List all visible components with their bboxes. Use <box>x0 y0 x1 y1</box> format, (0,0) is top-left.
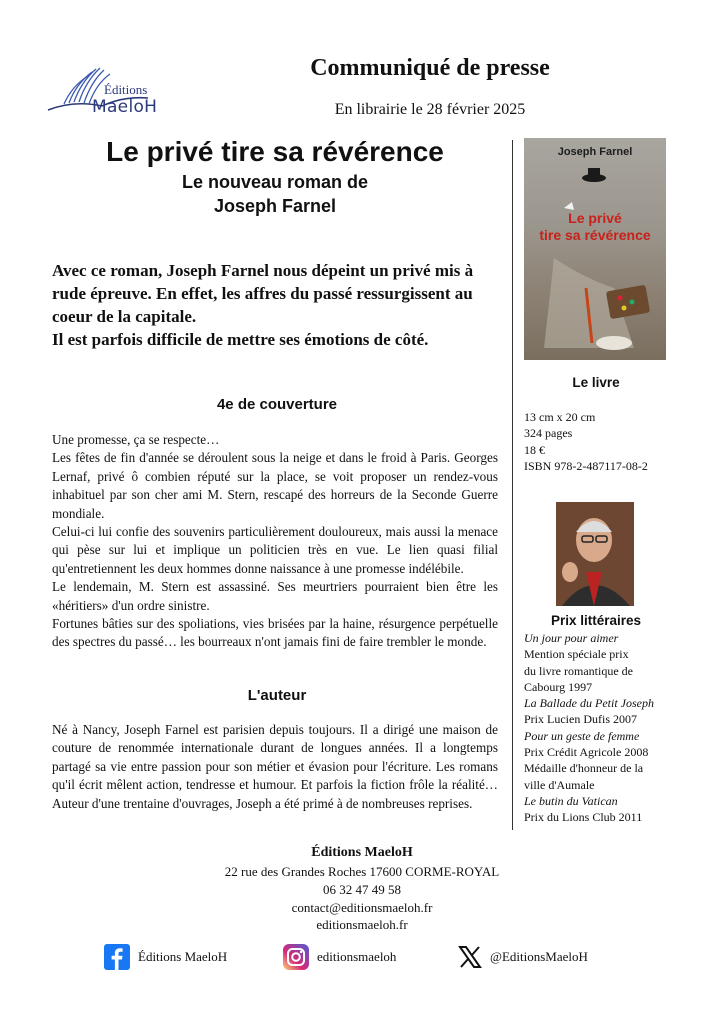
instagram-link[interactable] <box>283 944 396 970</box>
prize-item: Cabourg 1997 <box>524 679 593 694</box>
book-detail-item: 18 € <box>524 442 545 457</box>
page-title: Communiqué de presse <box>310 55 550 81</box>
book-subtitle <box>60 170 490 218</box>
x-icon <box>458 945 482 969</box>
facebook-link[interactable] <box>104 944 227 970</box>
prize-item: Mention spéciale prix <box>524 647 629 662</box>
back-cover-paragraph: Le lendemain, M. Stern est assassiné. Ses meurtriers pourraient bien être les «héritiers» d'un ordre sinistre. <box>52 579 498 613</box>
back-cover-heading: 4e de couverture <box>216 396 338 413</box>
cover-title-line1: Le privé <box>568 210 622 226</box>
back-cover-paragraph: Une promesse, ça se respecte… <box>52 432 220 447</box>
author-text <box>52 721 498 813</box>
author-heading: L'auteur <box>247 687 307 704</box>
prize-item: La Ballade du Petit Joseph <box>524 696 654 711</box>
prize-item: Médaille d'honneur de la <box>524 761 644 776</box>
prize-item: ville d'Aumale <box>524 777 595 792</box>
x-link[interactable] <box>458 944 588 970</box>
back-cover-paragraph: Fortunes bâties sur des spoliations, vies brisées par la haine, résurgence perpétuelle des spectres du passé… les bourreaux n'ont jamais fini de faire trembler le monde. <box>52 616 498 650</box>
prize-item: Prix Crédit Agricole 2008 <box>524 745 649 760</box>
column-divider <box>512 140 513 830</box>
book-detail-item: 324 pages <box>524 426 573 441</box>
book-subtitle-line2: Joseph Farnel <box>213 196 337 216</box>
footer-phone[interactable]: 06 32 47 49 58 <box>323 882 401 897</box>
cover-title <box>524 210 666 244</box>
logo-text-editions: Éditions <box>104 82 148 97</box>
lead-line: Avec ce roman, Joseph Farnel nous dépeint un privé mis à rude épreuve. En effet, les affres du passé ressurgissent au coeur de la capitale. <box>52 261 474 326</box>
cover-title-line2: tire sa révérence <box>539 227 651 243</box>
prize-item: du livre romantique de <box>524 663 633 678</box>
facebook-icon <box>104 944 130 970</box>
book-detail-item: 13 cm x 20 cm <box>524 410 596 424</box>
book-detail-item: ISBN 978-2-487117-08-2 <box>524 458 648 473</box>
book-cover-image <box>524 138 666 360</box>
instagram-label: editionsmaeloh <box>317 949 397 964</box>
footer-email[interactable]: contact@editionsmaeloh.fr <box>291 900 433 915</box>
author-paragraph: Né à Nancy, Joseph Farnel est parisien depuis toujours. Il a dirigé une maison de couture de renommée internationale durant de longues années. Il a longtemps partagé sa vie entre passion pour son métier et évasion pour l'écriture. Les romans qu'il écrit mêlent action, tendresse et humour. Et parfois la fiction frôle la réalité… Auteur d'une trentaine d'ouvrages, Joseph a été primé à de nombreuses reprises. <box>52 722 498 811</box>
prize-item: Prix du Lions Club 2011 <box>524 810 643 825</box>
release-date: En librairie le 28 février 2025 <box>334 101 526 118</box>
footer-publisher: Éditions MaeloH <box>311 845 413 860</box>
lead-line: Il est parfois difficile de mettre ses émotions de côté. <box>52 330 429 349</box>
prize-item: Le butin du Vatican <box>524 793 618 808</box>
cover-illustration <box>524 138 666 360</box>
back-cover-text <box>52 431 498 652</box>
prizes-heading: Prix littéraires <box>550 613 642 628</box>
book-details-heading: Le livre <box>572 375 620 390</box>
back-cover-paragraph: Celui-ci lui confie des souvenirs particulièrement douloureux, mais aussi la menace qui pèse sur lui et implique un politicien très en vue. Le lien quasi filial qu'entretiennent les deux hommes donne naissance à une promesse indélébile. <box>52 524 498 576</box>
footer-address: 22 rue des Grandes Roches 17600 CORME-ROYAL <box>224 864 500 879</box>
instagram-icon <box>283 944 309 970</box>
back-cover-paragraph: Les fêtes de fin d'année se déroulent sous la neige et dans le froid à Paris. Georges Lernaf, privé ô combien réputé sur la place, se voit proposer un rendez-vous inhabituel par son cher ami M. Stern, rescapé des horreurs de la Seconde Guerre mondiale. <box>52 450 498 521</box>
cover-author: Joseph Farnel <box>557 146 633 158</box>
x-label: @EditionsMaeloH <box>490 949 588 964</box>
book-subtitle-line1: Le nouveau roman de <box>181 172 369 192</box>
book-details-list <box>524 409 674 474</box>
book-title: Le privé tire sa révérence <box>106 136 444 167</box>
author-portrait <box>556 502 634 606</box>
logo-text-maeloh: MaeloH <box>92 97 158 117</box>
prize-item: Un jour pour aimer <box>524 631 619 645</box>
lead-paragraph <box>52 259 502 351</box>
prize-item: Pour un geste de femme <box>524 728 640 743</box>
prizes-list <box>524 630 674 826</box>
footer-website[interactable]: editionsmaeloh.fr <box>316 917 408 932</box>
author-photo <box>556 502 634 606</box>
prize-item: Prix Lucien Dufis 2007 <box>524 712 637 727</box>
facebook-label: Éditions MaeloH <box>138 949 228 964</box>
